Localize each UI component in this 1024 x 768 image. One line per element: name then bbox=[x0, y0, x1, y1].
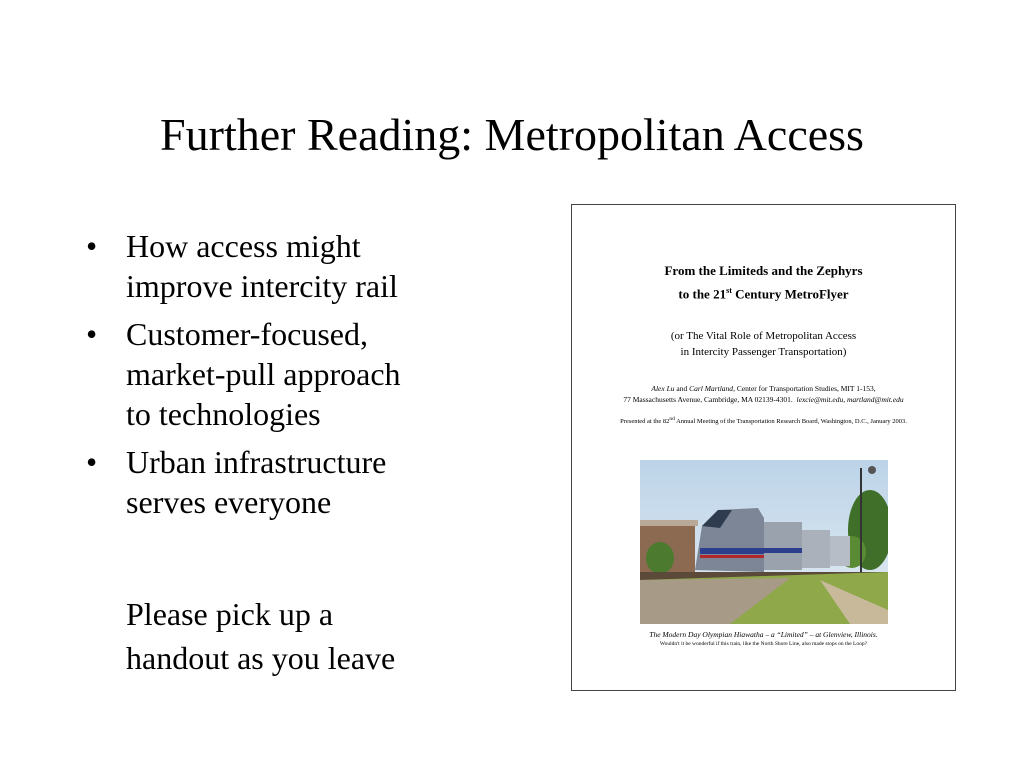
handout-subtitle bbox=[572, 328, 955, 360]
train-photo bbox=[640, 460, 888, 624]
photo-car bbox=[764, 522, 802, 570]
bullet-dot: • bbox=[86, 316, 98, 352]
handout-subtitle-line: in Intercity Passenger Transportation) bbox=[680, 346, 847, 358]
handout-page bbox=[571, 204, 956, 691]
bullet-line: to technologies bbox=[126, 396, 321, 432]
handout-author-line bbox=[572, 383, 955, 394]
author-name: Alex Lu bbox=[651, 384, 675, 393]
bullet-item bbox=[86, 314, 506, 434]
bullet-line: improve intercity rail bbox=[126, 268, 398, 304]
bullet-dot: • bbox=[86, 228, 98, 264]
bullet-dot: • bbox=[86, 444, 98, 480]
bullet-line: market-pull approach bbox=[126, 356, 401, 392]
note-line: Please pick up a bbox=[126, 596, 334, 632]
photo-car bbox=[802, 530, 830, 568]
slide-title: Further Reading: Metropolitan Access bbox=[160, 109, 864, 160]
bullet-line: How access might bbox=[126, 228, 361, 264]
author-emails: lexcie@mit.edu, martland@mit.edu bbox=[796, 395, 904, 404]
bullet-item bbox=[86, 442, 506, 522]
handout-title-text: to the 21 bbox=[678, 286, 727, 302]
handout-title bbox=[572, 261, 955, 304]
author-name: Carl Martland bbox=[689, 384, 734, 393]
handout-title-text: Century MetroFlyer bbox=[731, 286, 849, 302]
handout-authors bbox=[572, 383, 955, 405]
presented-text: Annual Meeting of the Transportation Research Board, Washington, D.C., January 2003. bbox=[674, 418, 907, 426]
handout-subtitle-line: (or The Vital Role of Metropolitan Access bbox=[670, 330, 857, 342]
bullet-line: Customer-focused, bbox=[126, 316, 368, 352]
handout-title-line: From the Limiteds and the Zephyrs bbox=[664, 263, 863, 278]
handout-title-line bbox=[572, 281, 955, 304]
note-line: handout as you leave bbox=[126, 640, 396, 676]
author-affiliation: , Center for Transportation Studies, MIT 1-153, bbox=[733, 384, 876, 393]
bullet-line: serves everyone bbox=[126, 484, 332, 520]
author-address: 77 Massachusetts Avenue, Cambridge, MA 02139-4301. bbox=[623, 395, 793, 404]
presented-sup: nd bbox=[669, 416, 675, 422]
handout-presented bbox=[572, 415, 955, 426]
bullet-list bbox=[86, 226, 506, 530]
bullet-line: Urban infrastructure bbox=[126, 444, 387, 480]
handout-title-sup: st bbox=[726, 286, 732, 295]
handout-address-line bbox=[572, 394, 955, 405]
author-and: and bbox=[674, 384, 690, 393]
bullet-item bbox=[86, 226, 506, 306]
photo-caption-note: Wouldn't it be wonderful if this train, like the North Shore Line, also made stops on the Loop? bbox=[659, 641, 868, 647]
handout-note bbox=[126, 592, 506, 680]
photo-caption: The Modern Day Olympian Hiawatha – a “Limited” – at Glenview, Illinois. bbox=[649, 630, 878, 639]
photo-tree bbox=[646, 542, 674, 574]
presented-text: Presented at the 82 bbox=[620, 418, 670, 426]
